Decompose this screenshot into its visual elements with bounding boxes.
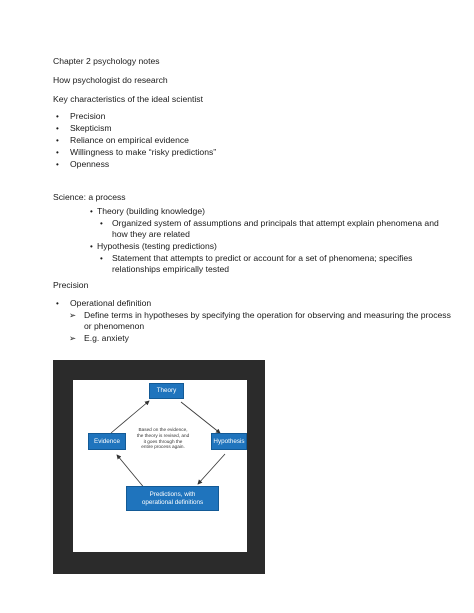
theory-label: Theory (building knowledge) (97, 206, 205, 216)
hypothesis-definition-line2: relationships empirically tested (112, 264, 230, 274)
process-diagram-figure (53, 360, 265, 574)
precision-heading: Precision (53, 280, 89, 290)
science-heading: Science: a process (53, 192, 126, 202)
doc-title: Chapter 2 psychology notes (53, 56, 160, 66)
bullet-dot-icon: • (56, 160, 59, 169)
bullet-dot-icon: • (56, 148, 59, 157)
caption-line: entire process again. (141, 444, 185, 450)
example-item: E.g. anxiety (84, 333, 129, 343)
evidence-box (88, 433, 126, 450)
theory-definition-line2: how they are related (112, 229, 190, 239)
hypothesis-definition-line1: Statement that attempts to predict or account for a set of phenomena; specifies (112, 253, 413, 263)
list-item: Openness (70, 159, 110, 169)
bullet-dot-icon: • (90, 207, 93, 216)
list-item: Willingness to make “risky predictions” (70, 147, 217, 157)
caption-line: Based on the evidence, (138, 427, 188, 432)
characteristics-heading: Key characteristics of the ideal scientist (53, 94, 203, 104)
arrow-hypothesis-to-predictions (198, 454, 225, 484)
arrow-bullet-icon: ➢ (69, 310, 77, 320)
diagram-arrows (73, 380, 247, 552)
theory-box (149, 383, 184, 399)
predictions-box-label-line2: operational definitions (141, 498, 204, 506)
doc-subtitle: How psychologist do research (53, 75, 168, 85)
hypothesis-label: Hypothesis (testing predictions) (97, 241, 217, 251)
caption-line: it goes through the (143, 438, 183, 444)
arrow-bullet-icon: ➢ (69, 333, 77, 343)
hypothesis-box-label: Hypothesis (213, 437, 245, 445)
arrow-predictions-to-evidence (117, 455, 146, 490)
bullet-dot-icon: • (56, 136, 59, 145)
bullet-dot-icon: • (56, 124, 59, 133)
operational-definition-detail-line1: Define terms in hypotheses by specifying the operation for observing and measuring the process (84, 310, 451, 320)
operational-definition-detail-line2: or phenomenon (84, 321, 145, 331)
bullet-dot-icon: • (56, 112, 59, 121)
theory-box-label: Theory (156, 387, 177, 395)
hypothesis-box (211, 433, 247, 450)
diagram-center-caption (132, 427, 194, 450)
list-item: Precision (70, 111, 106, 121)
list-item: Reliance on empirical evidence (70, 135, 189, 145)
theory-definition-line1: Organized system of assumptions and principals that attempt explain phenomena and (112, 218, 439, 228)
predictions-box (126, 486, 219, 511)
operational-definition-label: Operational definition (70, 298, 152, 308)
process-diagram-canvas (73, 380, 247, 552)
caption-line: the theory is revised, and (136, 432, 190, 438)
predictions-box-label-line1: Predictions, with (149, 491, 196, 498)
evidence-box-label: Evidence (94, 437, 120, 445)
bullet-dot-icon: • (100, 254, 103, 263)
bullet-dot-icon: • (56, 299, 59, 308)
bullet-dot-icon: • (100, 219, 103, 228)
bullet-dot-icon: • (90, 242, 93, 251)
list-item: Skepticism (70, 123, 112, 133)
